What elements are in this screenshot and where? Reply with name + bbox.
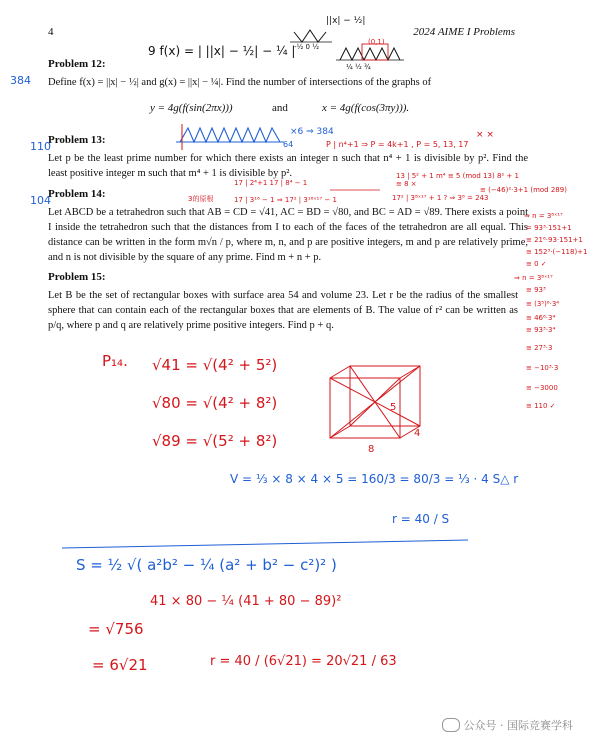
p14-sqrt: = √756 — [88, 620, 144, 638]
p13-column-item: ⇒ n = 3⁸ˣ¹⁷ — [514, 274, 553, 282]
wechat-icon — [442, 718, 460, 732]
p14-box-label: 5 — [390, 402, 397, 413]
p14-area-sub: 41 × 80 − ¼ (41 + 80 − 89)² — [150, 594, 342, 609]
problem-12-title: Problem 12: — [48, 58, 106, 70]
p14-eq1: √41 = √(4² + 5²) — [152, 356, 278, 374]
document-title: 2024 AIME I Problems — [413, 26, 515, 38]
problem-12-equation-left: y = 4g(f(sin(2πx))) — [150, 102, 233, 114]
p13-column-item: ≡ 46⁶·3⁴ — [526, 314, 556, 322]
p12-wave-labels: ¼ ½ ¾ — [346, 63, 371, 71]
p12-note: 9 f(x) = | ||x| − ½| − ¼ | — [148, 44, 296, 58]
problem-13-text: Let p be the least prime number for which there exists an integer n such that n⁴ + 1 is divisible by p². Find the least positive integer m such that m⁴ + 1 is divisible by p². — [48, 153, 528, 179]
p13-column-item: ≡ 110 ✓ — [526, 402, 556, 410]
p13-column-item: ≡ 93³·3⁴ — [526, 326, 556, 334]
p13-work: P | n⁴+1 ⇒ P = 4k+1 , P = 5, 13, 17 — [326, 140, 469, 149]
p14-simplified: = 6√21 — [92, 656, 148, 674]
p14-final: r = 40 / (6√21) = 20√21 / 63 — [210, 654, 397, 669]
p12-count: ×6 ⇒ 384 — [290, 127, 334, 137]
problem-14-text: Let ABCD be a tetrahedron such that AB = CD = √41, AC = BD = √80, and BC = AD = √89. There exists a point I inside the tetrahedron such that the distances from I to each of the faces of the tetrahedron are all equal. This distance can be written in the form m√n / p, where m, n, and p are positive integers, m and p are relatively prime, and n is not divisible by the square of any prime. Find m + n + p. — [48, 207, 528, 263]
problem-13-title: Problem 13: — [48, 134, 106, 146]
p13-column-item: ≡ 0 ✓ — [526, 260, 547, 268]
p14-box-label: 8 — [368, 444, 375, 455]
p14-r: r = 40 / S — [392, 512, 450, 526]
p13-line1: 17 | 2⁴+1 17 | 8⁴ − 1 — [234, 179, 308, 187]
problem-12-text: Define f(x) = ||x| − ½| and g(x) = ||x| − ¼|. Find the number of intersections of the graphs of — [48, 77, 432, 88]
p13-column-item: ≡ −10³·3 — [526, 364, 559, 372]
p14-label: P₁₄. — [102, 352, 128, 370]
p13-mod13: 13 | 5² + 1 m⁴ ≡ 5 (mod 13) 8² + 1 ≡ 8 × — [396, 172, 519, 188]
p14-area: S = ½ √( a²b² − ¼ (a² + b² − c²)² ) — [76, 556, 337, 574]
problem-12-equation-right: x = 4g(f(cos(3πy))). — [322, 102, 410, 114]
p14-box-sketch — [330, 366, 420, 438]
p13-column-item: ≡ −3000 — [526, 384, 558, 392]
p13-cross: × × — [476, 130, 494, 140]
p13-column-item: ≡ (3⁵)⁶·3⁴ — [526, 300, 560, 308]
watermark — [442, 717, 574, 733]
problem-14-title: Problem 14: — [48, 188, 106, 200]
p14-eq2: √80 = √(4² + 8²) — [152, 394, 278, 412]
p13-column-item: ≡ 21⁶·93·151+1 — [526, 236, 583, 244]
p13-column-item: = 93³·151+1 — [526, 224, 572, 232]
p12-top-graph-label: ||x| − ½| — [326, 16, 366, 26]
p12-tick-labels: -½ 0 ½ — [294, 43, 319, 51]
page-number: 4 — [48, 26, 54, 38]
p12-side: 64 — [283, 140, 294, 149]
p12-v-graph — [294, 30, 326, 42]
problem-14-answer: 104 — [30, 194, 51, 207]
problem-12-equation-and: and — [272, 102, 288, 114]
p13-mod289: ≡ (−46)²·3+1 (mod 289) — [480, 186, 567, 194]
p13-column-item: ≡ 27³·3 — [526, 344, 553, 352]
p14-eq3: √89 = √(5² + 8²) — [152, 432, 278, 450]
p12-blue-wave — [180, 128, 280, 142]
p12-box-label: (0,1) — [368, 38, 385, 46]
p13-red-label: 3的原根 — [188, 195, 214, 203]
problem-13-answer: 110 — [30, 140, 51, 153]
p14-box-label: 4 — [414, 428, 421, 439]
problem-15-title: Problem 15: — [48, 271, 106, 283]
p13-line2: 17 | 3¹⁶ − 1 ⇒ 17² | 3¹⁶ˣ¹⁷ − 1 — [234, 196, 337, 204]
p14-volume: V = ⅓ × 8 × 4 × 5 = 160/3 = 80/3 = ⅓ · 4 S△ r — [230, 472, 519, 486]
p13-line3: 17² | 3⁸ˣ¹⁷ + 1 ? ⇒ 3⁸ = 243 — [392, 194, 489, 202]
p13-column-item: ⇒ n = 3⁸ˣ¹⁷ — [524, 212, 563, 220]
watermark-text: 公众号 · 国际竞赛学科 — [463, 719, 573, 732]
p12-zigzag-graph — [340, 48, 400, 60]
problem-12-answer: 384 — [10, 74, 31, 87]
p13-column-item: ≡ 152³·(−118)+1 — [526, 248, 588, 256]
problem-15-text: Let B be the set of rectangular boxes with surface area 54 and volume 23. Let r be the radius of the smallest sphere that can contain each of the rectangular boxes that are elements of B. The value of r² can be written as p/q, where p and q are relatively prime positive integers. Find p + q. — [48, 290, 518, 331]
p13-column-item: ≡ 93³ — [526, 286, 546, 294]
separator-line — [62, 540, 468, 548]
